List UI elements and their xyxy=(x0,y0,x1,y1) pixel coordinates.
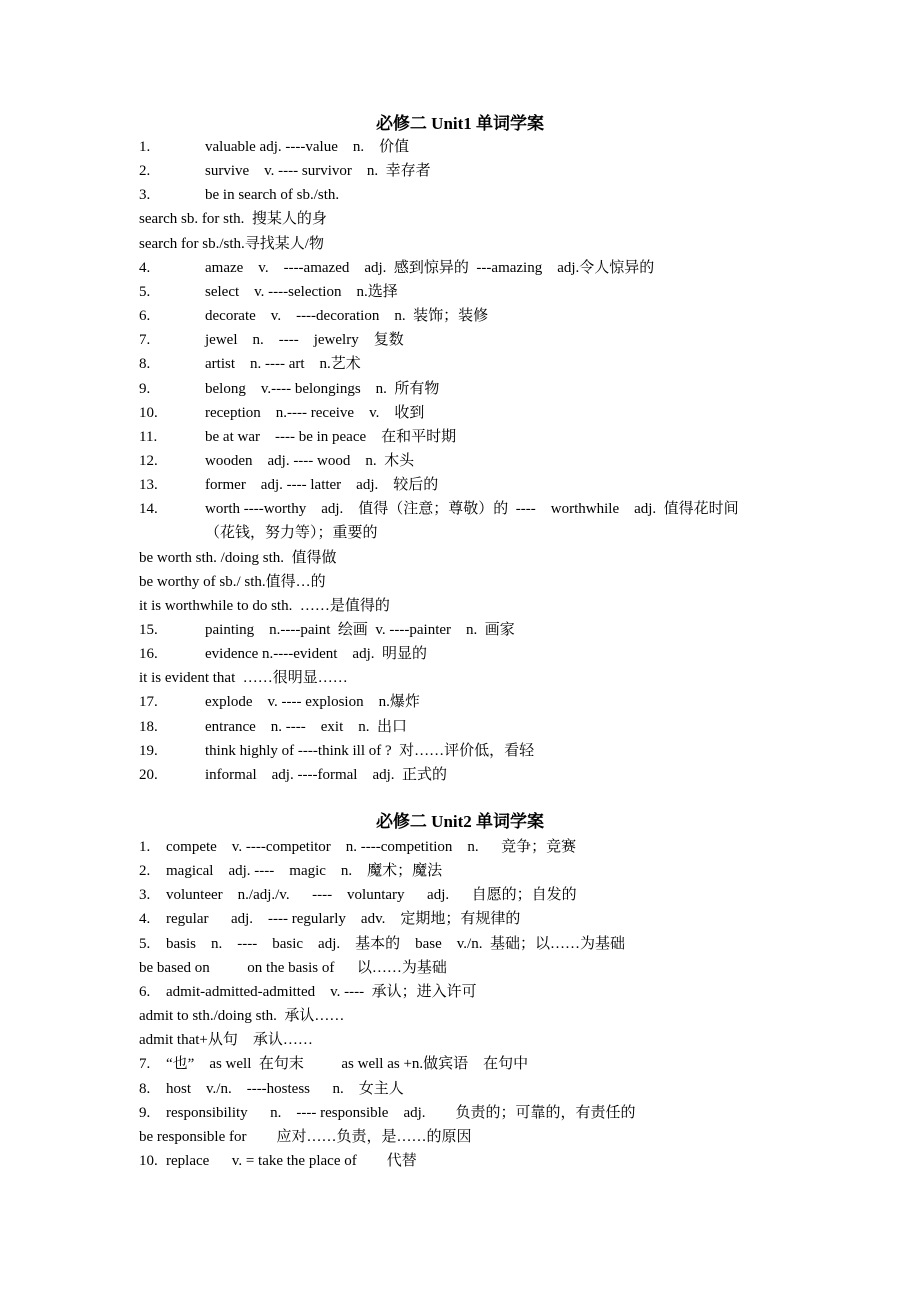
item-text: survive v. ---- survivor n. 幸存者 xyxy=(205,163,431,180)
item-text: painting n.----paint 绘画 v. ----painter n. 画家 xyxy=(205,622,515,638)
vocab-line xyxy=(139,305,488,327)
item-text: decorate v. ----decoration n. 装饰；装修 xyxy=(205,308,489,325)
vocab-line xyxy=(139,595,390,617)
item-text: wooden adj. ---- wood n. 木头 xyxy=(205,452,415,469)
item-text: valuable adj. ----value n. 价值 xyxy=(205,139,410,155)
item-text: evidence n.----evident adj. 明显的 xyxy=(205,646,428,663)
unit1-title: 必修二 Unit1 单词学案 xyxy=(375,114,545,133)
item-text: be at war ---- be in peace 在和平时期 xyxy=(205,428,457,445)
item-text: regular adj. ---- regularly adv. 定期地；有规律的 xyxy=(166,911,521,928)
item-number: 3. xyxy=(139,887,151,904)
item-number: 4. xyxy=(139,911,151,928)
vocab-line xyxy=(139,450,414,472)
vocab-line xyxy=(139,1126,471,1148)
item-number: 8. xyxy=(139,1080,151,1097)
vocab-line xyxy=(139,1053,528,1075)
vocab-line xyxy=(139,1102,636,1124)
item-number: 11. xyxy=(139,428,158,445)
item-number: 13. xyxy=(139,477,158,494)
item-number: 19. xyxy=(139,742,158,759)
item-text: informal adj. ----formal adj. 正式的 xyxy=(205,766,448,783)
item-number: 10. xyxy=(139,404,158,421)
vocab-line xyxy=(139,740,534,762)
item-text: be worthy of sb./ sth.值得…的 xyxy=(139,573,326,590)
item-number: 4. xyxy=(139,259,151,276)
item-number: 9. xyxy=(139,1104,151,1121)
vocab-line xyxy=(139,257,654,279)
item-text: host v./n. ----hostess n. 女主人 xyxy=(166,1080,404,1097)
item-text: think highly of ----think ill of ? 对……评价低，看轻 xyxy=(205,742,535,759)
item-text: artist n. ---- art n.艺术 xyxy=(205,356,361,373)
vocab-line xyxy=(139,547,337,569)
item-text: it is evident that ……很明显…… xyxy=(139,670,348,687)
item-text: search for sb./sth.寻找某人/物 xyxy=(139,235,324,252)
vocab-line xyxy=(139,208,327,230)
item-number: 6. xyxy=(139,308,151,325)
item-number: 5. xyxy=(139,935,151,952)
vocab-line xyxy=(139,353,361,375)
item-text: “也” as well 在句末 as well as +n.做宾语 在句中 xyxy=(166,1056,529,1073)
vocab-line xyxy=(139,716,407,738)
item-text: entrance n. ---- exit n. 出口 xyxy=(205,718,408,735)
item-text: it is worthwhile to do sth. ……是值得的 xyxy=(139,597,390,614)
vocab-line xyxy=(139,426,456,448)
item-number: 16. xyxy=(139,646,158,663)
item-text: replace v. = take the place of 代替 xyxy=(166,1152,417,1169)
vocab-line xyxy=(139,1078,404,1100)
vocab-line xyxy=(139,884,577,906)
item-text: worth ----worthy adj. 值得（注意；尊敬）的 ---- worthwhile adj. 值得花时间 xyxy=(205,501,739,518)
item-number: 6. xyxy=(139,983,151,1000)
vocab-line xyxy=(139,667,348,689)
vocab-line xyxy=(139,184,339,206)
item-text: compete v. ----competitor n. ----competition n. 竞争；竞赛 xyxy=(166,839,577,855)
vocab-line xyxy=(139,836,576,858)
vocab-line xyxy=(139,402,424,424)
vocab-line xyxy=(205,522,378,544)
vocab-line xyxy=(139,764,447,786)
vocab-line xyxy=(139,933,625,955)
item-number: 9. xyxy=(139,380,151,397)
item-number: 1. xyxy=(139,839,151,855)
item-number: 10. xyxy=(139,1152,158,1169)
item-text: admit-admitted-admitted v. ---- 承认；进入许可 xyxy=(166,983,477,1000)
item-number: 1. xyxy=(139,139,151,155)
unit2-title: 必修二 Unit2 单词学案 xyxy=(375,812,545,831)
item-number: 2. xyxy=(139,863,151,880)
vocab-line xyxy=(139,571,326,593)
item-text: be responsible for 应对……负责，是……的原因 xyxy=(139,1128,472,1145)
vocab-line xyxy=(139,981,477,1003)
item-text: admit to sth./doing sth. 承认…… xyxy=(139,1008,345,1025)
item-text: select v. ----selection n.选择 xyxy=(205,283,398,300)
item-number: 14. xyxy=(139,501,158,518)
vocab-line xyxy=(139,329,404,351)
item-text: （花钱，努力等）；重要的 xyxy=(205,525,378,542)
item-text: magical adj. ---- magic n. 魔术；魔法 xyxy=(166,863,443,880)
vocab-line xyxy=(139,281,398,303)
item-text: be based on on the basis of 以……为基础 xyxy=(139,959,447,976)
vocab-line xyxy=(139,1029,313,1051)
vocab-line xyxy=(139,1005,344,1027)
item-text: volunteer n./adj./v. ---- voluntary adj. 自愿的；自发的 xyxy=(166,887,577,904)
item-number: 20. xyxy=(139,766,158,783)
item-text: jewel n. ---- jewelry 复数 xyxy=(205,332,404,349)
vocab-line xyxy=(139,643,427,665)
vocab-line xyxy=(139,136,409,158)
item-text: reception n.---- receive v. 收到 xyxy=(205,404,425,421)
vocab-line xyxy=(139,860,442,882)
item-number: 3. xyxy=(139,187,151,204)
item-text: be in search of sb./sth. xyxy=(205,187,340,204)
item-number: 8. xyxy=(139,356,151,373)
vocab-line xyxy=(139,233,324,255)
item-text: admit that+从句 承认…… xyxy=(139,1032,313,1049)
item-number: 7. xyxy=(139,332,151,349)
vocab-line xyxy=(139,378,439,400)
item-text: former adj. ---- latter adj. 较后的 xyxy=(205,477,439,494)
vocab-line xyxy=(139,957,447,979)
item-number: 2. xyxy=(139,163,151,180)
vocab-line xyxy=(139,908,520,930)
item-text: belong v.---- belongings n. 所有物 xyxy=(205,380,440,397)
item-text: search sb. for sth. 搜某人的身 xyxy=(139,211,327,228)
item-number: 15. xyxy=(139,622,158,638)
item-number: 17. xyxy=(139,694,158,711)
item-number: 18. xyxy=(139,718,158,735)
vocab-line xyxy=(139,498,739,520)
item-number: 5. xyxy=(139,283,151,300)
vocab-line xyxy=(139,160,431,182)
item-number: 12. xyxy=(139,452,158,469)
vocab-line xyxy=(139,474,438,496)
vocab-line xyxy=(139,1150,417,1172)
item-text: basis n. ---- basic adj. 基本的 base v./n. 基础；以……为基础 xyxy=(166,935,625,952)
item-text: be worth sth. /doing sth. 值得做 xyxy=(139,549,337,566)
vocab-line xyxy=(139,691,420,713)
item-text: responsibility n. ---- responsible adj. 负责的；可靠的，有责任的 xyxy=(166,1104,636,1121)
vocab-line xyxy=(139,619,515,641)
item-text: amaze v. ----amazed adj. 感到惊异的 ---amazing adj.令人惊异的 xyxy=(205,259,655,276)
item-number: 7. xyxy=(139,1056,151,1073)
item-text: explode v. ---- explosion n.爆炸 xyxy=(205,694,420,711)
